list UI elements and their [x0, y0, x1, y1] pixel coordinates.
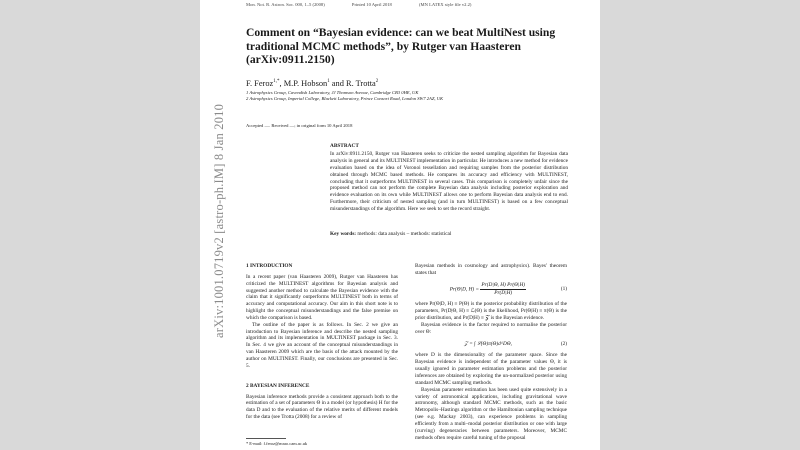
keywords-text: methods: data analysis – methods: statistical: [357, 231, 452, 237]
right-column: [415, 263, 567, 441]
journal-citation: Mon. Not. R. Astron. Soc. 000, 1–5 (2008): [246, 2, 325, 7]
author-list: F. Feroz$^{1,*}$, M.P. Hobson$^1$ and R. Trotta$^2$: [246, 79, 379, 88]
keywords: [330, 231, 568, 237]
paragraph: Bayesian inference methods provide a consistent approach both to the estimation of a set of parameters Θ in a model (or hypothesis) H for the data D and to the evaluation of the relative merits of different models for the data (see Trotta (2008) for a review of: [246, 393, 398, 421]
paragraph: The outline of the paper is as follows. In Sec. 2 we give an introduction to Bayesian inference and describe the nested sampling algorithm and its implementation in MULTINEST package in Sec. 3. In Sec. 4 we give an account of the conceptual misunderstandings in van Haasteren 2009 which are the basis of the attack mounted by the author on MULTINEST. Finally, our conclusions are presented in Sec. 5.: [246, 321, 398, 369]
affiliations: [246, 90, 443, 103]
equation-numerator: Pr(D|Θ, H) Pr(Θ|H): [481, 281, 526, 288]
equation-1: [415, 282, 567, 297]
keywords-label: Key words:: [330, 231, 357, 237]
author-affil-mark: 1,*: [273, 79, 280, 85]
equation-fraction: [480, 282, 526, 297]
abstract-text: In arXiv:0911.2150, Rutger van Haasteren seeks to criticize the nested sampling algorithm for Bayesian data analysis in general and its MULTINEST implementation in particular. He introduces a new method for evidence evaluation based on the idea of Voronoi tessellation and requiring samples from the posterior distribution obtained through MCMC based methods. He compares its accuracy and efficiency with MULTINEST, concluding that it outperforms MULTINEST in several cases. This comparison is completely unfair since the proposed method can not perform the complete Bayesian data analysis including posterior exploration and evidence evaluation on its own while MULTINEST allows one to perform Bayesian data analysis end to end. Furthermore, their criticism of nested sampling (and in turn MULTINEST) is based on a few conceptual misunderstandings of the algorithm. Here we seek to set the record straight.: [330, 150, 568, 213]
author-affil-mark: 2: [375, 79, 379, 85]
abstract: [330, 143, 568, 213]
equation-2: [415, 341, 567, 348]
section-heading-introduction: 1 INTRODUCTION: [246, 263, 293, 269]
author-affil-mark: 1: [327, 79, 330, 85]
paragraph: Bayesian parameter estimation has been used quite extensively in a variety of astronomical applications, including gravitational wave astronomy, although standard MCMC methods, such as the basic Metropolis–Hastings algorithm or the Hamiltonian sampling technique (see e.g. Mackay 2003), can experience problems in sampling efficiently from a multi–modal posterior distribution or one with large (curving) degeneracies between parameters. Moreover, MCMC methods often require careful tuning of the proposal: [415, 386, 567, 441]
paragraph: Bayesian evidence is the factor required to normalise the posterior over Θ:: [415, 321, 567, 335]
affiliation: 2 Astrophysics Group, Imperial College, Blackett Laboratory, Prince Consort Road, London SW7 2AZ, UK: [246, 96, 444, 102]
equation-number: (1): [560, 285, 567, 292]
arxiv-stamp: arXiv:1001.0719v2 [astro-ph.IM] 8 Jan 2010: [212, 103, 226, 338]
received-line: Accepted —. Received —; in original form 10 April 2018: [246, 123, 353, 128]
paragraph: where Pr(Θ|D, H) ≡ P(Θ) is the posterior probability distribution of the parameters, Pr(D|Θ, H) ≡ ℒ(Θ) is the likelihood, Pr(Θ|H) ≡ π(Θ) is the prior distribution, and Pr(D|H) ≡ 𝒵 is the Bayesian evidence.: [415, 301, 567, 322]
running-header: [246, 2, 600, 7]
printed-date: Printed 10 April 2018: [351, 2, 392, 7]
paragraph: In a recent paper (van Haasteren 2009), Rutger van Haasteren has criticized the MULTINEST algorithms for Bayesian analysis and suggested another method to calculate the Bayesian evidence with the claim that it significantly outperforms MULTINEST both in terms of accuracy and computational accuracy. Our aim in this short note is to highlight the conceptual misunderstandings and the false premise on which the comparison is based.: [246, 273, 398, 321]
paper-title: Comment on “Bayesian evidence: can we beat MultiNest using traditional MCMC methods”, by Rutger van Haasteren (arXiv:0911.2150): [246, 26, 556, 66]
paper-page: [200, 0, 600, 450]
author-name: R. Trotta: [345, 79, 376, 88]
equation-number: (2): [560, 340, 567, 347]
equation-lhs: Pr(Θ|D, H) =: [449, 286, 480, 293]
equation-denominator: Pr(D|H): [494, 289, 513, 296]
style-file: (MN LATEX style file v2.2): [419, 2, 472, 7]
paragraph: where D is the dimensionality of the parameter space. Since the Bayesian evidence is independent of the parameter values Θ, it is usually ignored in parameter estimation problems and the posterior inferences are obtained by exploring the un-normalized posterior using standard MCMC sampling methods.: [415, 352, 567, 386]
section-heading-bayesian-inference: 2 BAYESIAN INFERENCE: [246, 382, 310, 389]
footnote-rule: [246, 438, 286, 439]
paragraph: Bayesian methods in cosmology and astrophysics). Bayes' theorem states that: [415, 263, 567, 276]
equation-body: 𝒵 = ∫ ℒ(Θ)π(Θ)d^DΘ,: [463, 340, 512, 347]
abstract-heading: ABSTRACT: [330, 143, 359, 149]
footnote: * E-mail: f.feroz@mrao.cam.ac.uk: [246, 441, 308, 446]
author-name: F. Feroz: [246, 79, 274, 88]
left-column: [246, 263, 398, 421]
affiliation: 1 Astrophysics Group, Cavendish Laboratory, JJ Thomson Avenue, Cambridge CB3 0HE, UK: [246, 90, 419, 95]
author-name: M.P. Hobson: [283, 79, 328, 88]
